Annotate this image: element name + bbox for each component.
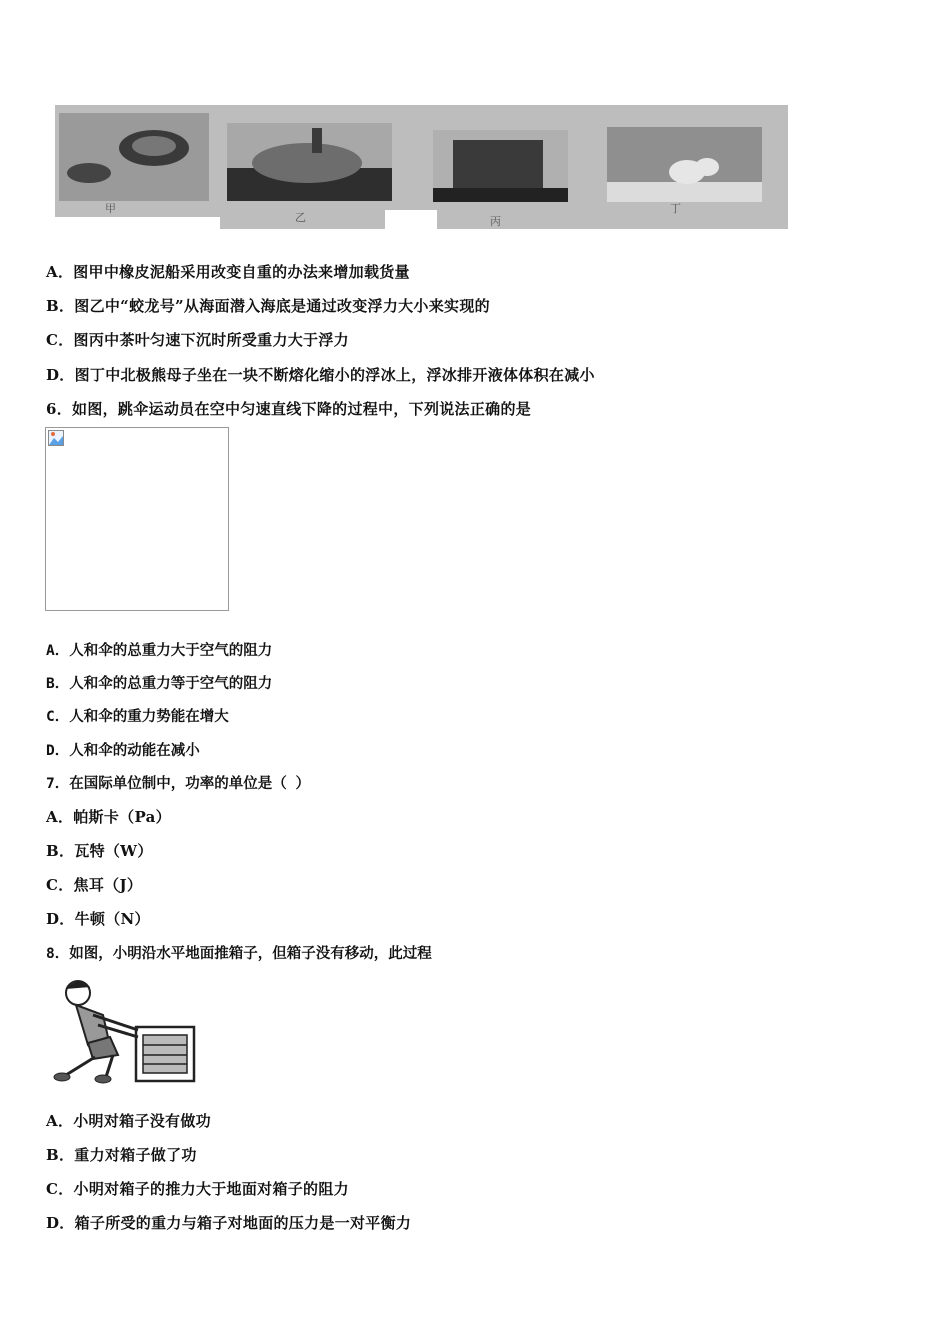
q6-option-b: B．人和伞的总重力等于空气的阻力 [46,676,273,692]
tea-glass-illustration [433,130,568,202]
q8-option-b: B．重力对箱子做了功 [46,1146,197,1164]
q6-stem: 6．如图，跳伞运动员在空中匀速直线下降的过程中，下列说法正确的是 [46,400,532,418]
q5-option-c: C．图丙中茶叶匀速下沉时所受重力大于浮力 [46,331,349,349]
q7-option-a: A．帕斯卡（Pa） [46,808,171,826]
photo-yi [227,123,392,201]
caption-ding: 丁 [670,202,681,215]
caption-jia: 甲 [105,202,116,215]
q7-stem: 7．在国际单位制中，功率的单位是（ ） [46,776,310,792]
boy-pushing-box-illustration [48,975,198,1085]
q5-option-b: B．图乙中“蛟龙号”从海面潜入海底是通过改变浮力大小来实现的 [46,297,490,315]
broken-image-icon [48,430,64,446]
photo-bing [433,130,568,202]
caption-bing: 丙 [490,215,501,228]
submersible-illustration [227,123,392,201]
q5-option-d: D．图丁中北极熊母子坐在一块不断熔化缩小的浮冰上，浮冰排开液体体积在减小 [46,366,595,384]
q7-option-d: D．牛顿（N） [46,910,150,928]
caption-yi: 乙 [295,211,306,224]
clay-boat-illustration [59,113,209,201]
q8-stem: 8．如图，小明沿水平地面推箱子，但箱子没有移动，此过程 [46,946,432,962]
photo-ding [607,127,762,202]
q7-option-b: B．瓦特（W） [46,842,153,860]
strip-notch-mid [385,210,437,229]
q6-option-d: D．人和伞的动能在减小 [46,743,200,759]
photo-jia [59,113,209,201]
q5-option-a: A．图甲中橡皮泥船采用改变自重的办法来增加载货量 [46,263,410,281]
q6-option-a: A．人和伞的总重力大于空气的阻力 [46,643,273,659]
q7-option-c: C．焦耳（J） [46,876,143,894]
parachute-image-placeholder [45,427,229,611]
polar-bears-illustration [607,127,762,202]
q6-option-c: C．人和伞的重力势能在增大 [46,709,229,725]
buoyancy-photo-strip [55,105,788,229]
q8-option-a: A．小明对箱子没有做功 [46,1112,211,1130]
strip-notch-left [55,217,220,229]
q8-option-d: D．箱子所受的重力与箱子对地面的压力是一对平衡力 [46,1214,412,1232]
q8-option-c: C．小明对箱子的推力大于地面对箱子的阻力 [46,1180,349,1198]
